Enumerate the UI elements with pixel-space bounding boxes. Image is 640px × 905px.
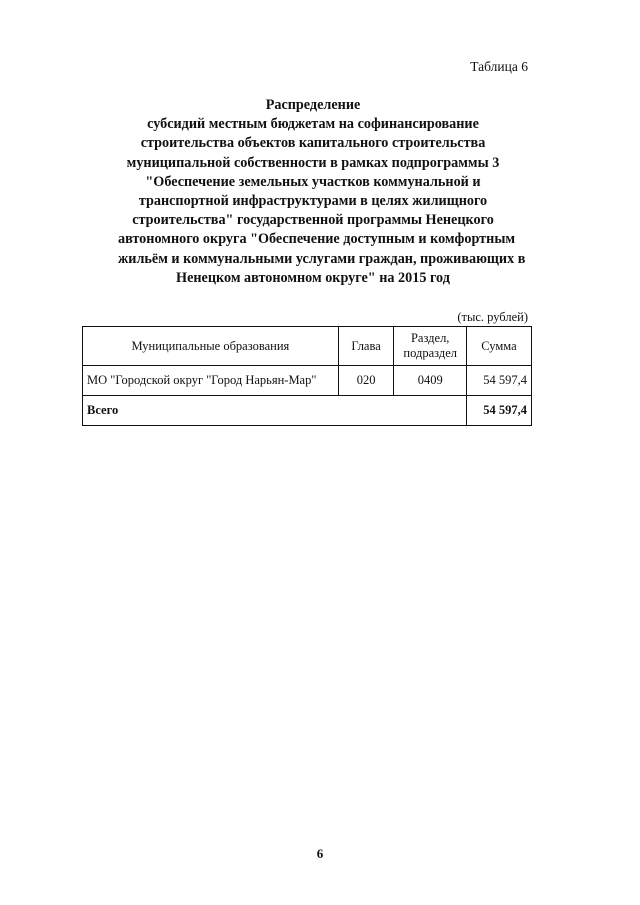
title-line: Ненецком автономном округе" на 2015 год — [176, 269, 450, 286]
page-number: 6 — [316, 846, 324, 861]
header-chapter: Глава — [338, 327, 394, 366]
table-row — [83, 366, 532, 396]
title-line: строительства" государственной программы Ненецкого — [132, 212, 494, 229]
cell-municipality: МО "Городской округ "Город Нарьян-Мар" — [83, 366, 339, 396]
total-row — [83, 396, 532, 426]
units-label: (тыс. рублей) — [457, 310, 528, 324]
cell-sum: 54 597,4 — [466, 366, 531, 396]
total-sum: 54 597,4 — [466, 396, 531, 426]
table-number-label: Таблица 6 — [470, 59, 528, 74]
header-municipality: Муниципальные образования — [83, 327, 339, 366]
title-line: жильём и коммунальными услугами граждан, проживающих в — [118, 250, 526, 267]
title-line: Распределение — [265, 97, 361, 113]
document-title — [118, 96, 526, 288]
table-header-row — [83, 327, 532, 366]
subsidy-distribution-table — [82, 326, 532, 426]
title-line: транспортной инфраструктурами в целях жилищного — [138, 193, 488, 210]
title-line: автономного округа "Обеспечение доступным и комфортным — [118, 231, 516, 248]
title-line: муниципальной собственности в рамках подпрограммы 3 — [126, 154, 500, 171]
title-line: строительства объектов капитального строительства — [140, 135, 486, 152]
total-label: Всего — [83, 396, 467, 426]
header-section — [394, 327, 467, 366]
title-line: субсидий местным бюджетам на софинансирование — [147, 116, 479, 133]
header-section-line1: Раздел, — [410, 331, 450, 345]
cell-section: 0409 — [394, 366, 467, 396]
cell-chapter: 020 — [338, 366, 394, 396]
header-section-line2: подраздел — [403, 346, 457, 360]
title-line: "Обеспечение земельных участков коммунальной и — [145, 173, 481, 190]
header-sum: Сумма — [466, 327, 531, 366]
